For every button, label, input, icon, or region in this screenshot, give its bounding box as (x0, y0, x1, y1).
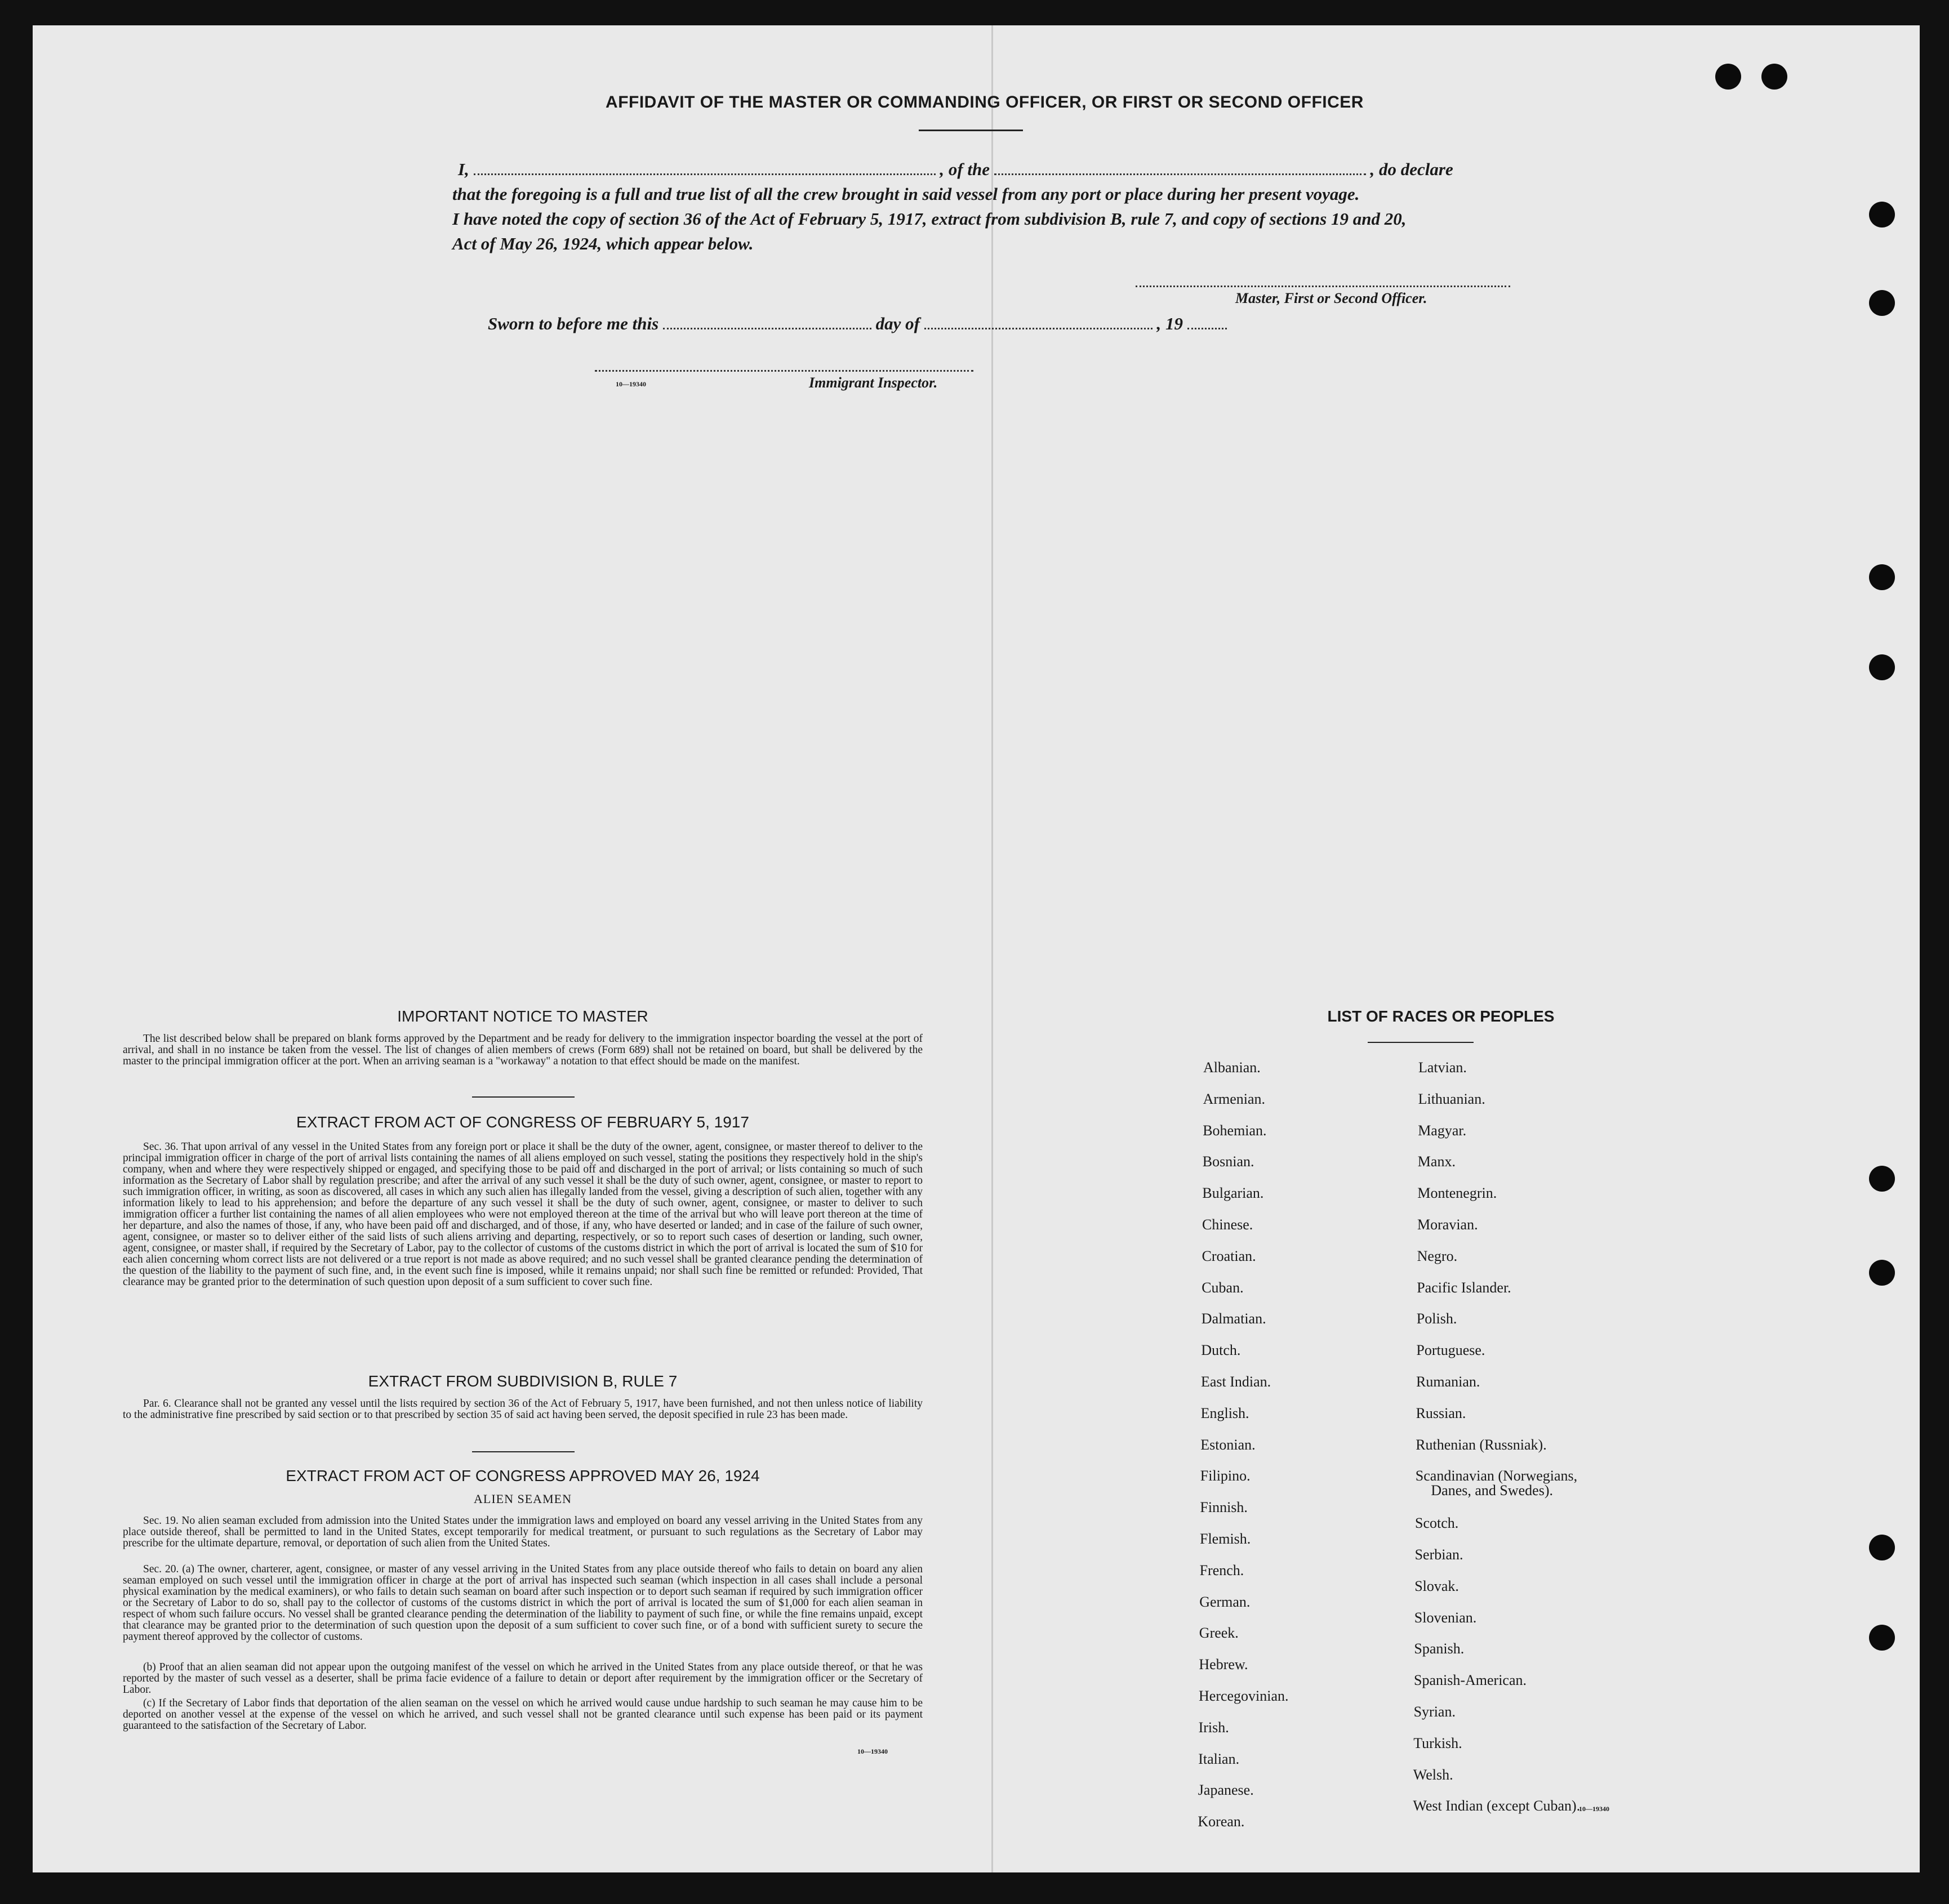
divider-2 (472, 1451, 575, 1452)
race-item: Scotch. (1415, 1515, 1459, 1532)
race-item: Slovenian. (1414, 1609, 1477, 1626)
signature-line (1136, 286, 1510, 287)
rule7-text: Par. 6. Clearance shall not be granted any vessel until the lists required by section 36 of the Act of February 5, 1917, have been furnished, and not then unless notice of liability to the administrative fine prescribed by said section or to that prescribed by section 35 of said act having been served, the deposit specified in rule 23 has been made. (123, 1398, 923, 1421)
affidavit-line-2: that the foregoing is a full and true list of all the crew brought in said vessel from any port or place during her present voyage. (452, 184, 1360, 204)
punch-hole (1869, 290, 1895, 316)
sec20b-text: (b) Proof that an alien seaman did not appear upon the outgoing manifest of the vessel on which he arrived in the United States from any place outside thereof, or that he was reported by the master of such vessel as a deserter, shall be prima facie evidence of a failure to detain or deport after requirement by the immigration officer or the Secretary of Labor. (123, 1661, 923, 1696)
race-item: Italian. (1198, 1750, 1240, 1767)
race-item: Lithuanian. (1418, 1090, 1485, 1107)
race-item: Rumanian. (1416, 1374, 1480, 1390)
sworn-year-blank (1187, 325, 1227, 329)
race-item: East Indian. (1201, 1374, 1271, 1390)
race-item: Spanish. (1414, 1640, 1465, 1657)
race-item: Japanese. (1198, 1782, 1254, 1799)
race-item: Croatian. (1202, 1247, 1256, 1264)
affidavit-i: I, (458, 159, 469, 179)
race-item: Filipino. (1200, 1468, 1251, 1484)
page-fold (991, 25, 993, 1872)
punch-hole (1715, 64, 1741, 90)
race-item: Slovak. (1414, 1577, 1459, 1594)
punch-hole (1869, 1260, 1895, 1286)
race-item: Irish. (1198, 1719, 1229, 1736)
race-item: Flemish. (1200, 1531, 1251, 1547)
race-item: Danes, and Swedes). (1431, 1482, 1553, 1499)
extract-1917-text: Sec. 36. That upon arrival of any vessel in the United States from any foreign port or place it shall be the duty of the owner, agent, consignee, or master thereof to deliver to the principal immigration officer in charge of the port of arrival lists containing the names of all aliens employed on such vessel, stating the positions they respectively hold in the ship's company, when and where they were respectively shipped or engaged, and specifying those to be paid off and discharged in the port of arrival; or lists containing so much of such information as the Secretary of Labor shall by regulation prescribe; and after the arrival of any such vessel it shall be the duty of such owner, agent, consignee, or master to report to such immigration officer, in writing, as soon as discovered, all cases in which any such alien has illegally landed from the vessel, giving a description of such alien, together with any information likely to lead to his apprehension; and before the departure of any such vessel it shall be the duty of such owner, agent, consignee, or master to deliver to such immigration officer a further list containing the names of all alien employees who were not employed thereon at the time of the arrival but who will leave port thereon at the time of her departure, and also the names of those, if any, who have been paid off and discharged, and of those, if any, who have deserted or landed; and in case of the failure of such owner, agent, consignee, or master so to deliver either of the said lists of such aliens arriving and departing, respectively, or so to report such cases of desertion or landing, such owner, agent, consignee, or master shall, if required by the Secretary of Labor, pay to the collector of customs of the customs district in which the port of arrival is located the sum of $10 for each alien concerning whom correct lists are not delivered or a true report is not made as above required; and no such vessel shall be granted clearance pending the determination of the question of the liability to the payment of such fine, and, in the event such fine is imposed, while it remains unpaid; nor shall such fine be remitted or refunded: Provided, That clearance may be granted prior to the determination of such question upon deposit of a sum sufficient to cover such fine. (123, 1141, 923, 1288)
sworn-prefix: Sworn to before me this (488, 314, 659, 333)
sec20a-text: Sec. 20. (a) The owner, charterer, agent, consignee, or master of any vessel arriving in the United States from any place outside thereof who fails to detain on board any alien seaman employed on such vessel until the immigration officer in charge at the port of arrival has inspected such seaman (which inspection in all cases shall include a personal physical examination by the medical examiners), or who fails to detain such seaman on board after such inspection or to deport such seaman if required by such immigration officer or the Secretary of Labor to do so, shall pay to the collector of customs of the customs district in which the port of arrival is located the sum of $1,000 for each alien seaman in respect of whom such failure occurs. No vessel shall be granted clearance pending the determination of the liability to payment of such fine, or while the fine remains unpaid, except that clearance may be granted prior to the determination of such question upon the deposit of a sum sufficient to cover such fine, or of a bond with sufficient surety to secure the payment thereof approved by the collector of customs. (123, 1563, 923, 1643)
extract-1924-title: EXTRACT FROM ACT OF CONGRESS APPROVED MAY 26, 1924 (286, 1467, 760, 1484)
race-item: Chinese. (1202, 1216, 1253, 1233)
race-item: Scandinavian (Norwegians, (1415, 1468, 1578, 1484)
name-blank (474, 171, 936, 175)
race-item: Portuguese. (1416, 1342, 1485, 1359)
sec19-text: Sec. 19. No alien seaman excluded from admission into the United States under the immigration laws and employed on board any vessel arriving in the United States from any place outside thereof, shall be permitted to land in the United States, except temporarily for medical treatment, or pursuant to such regulations as the Secretary of Labor may prescribe for the ultimate departure, removal, or deportation of such alien from the United States. (123, 1515, 923, 1549)
race-item: Korean. (1198, 1813, 1245, 1830)
race-item: Greek. (1199, 1625, 1239, 1642)
race-item: Polish. (1416, 1310, 1457, 1327)
race-item: Estonian. (1200, 1436, 1256, 1453)
affidavit-declare: , do declare (1370, 159, 1453, 179)
inspector-label: Immigrant Inspector. (809, 374, 938, 391)
race-item: Albanian. (1203, 1059, 1261, 1076)
sworn-day-of: day of (875, 314, 920, 333)
race-item: Turkish. (1413, 1734, 1462, 1751)
vessel-blank (994, 171, 1366, 175)
rule7-title: EXTRACT FROM SUBDIVISION B, RULE 7 (368, 1372, 678, 1390)
race-item: West Indian (except Cuban). (1413, 1798, 1581, 1814)
race-item: Cuban. (1202, 1279, 1244, 1296)
race-item: Moravian. (1417, 1216, 1478, 1233)
race-item: Latvian. (1418, 1059, 1467, 1076)
affidavit-line-3: I have noted the copy of section 36 of the Act of February 5, 1917, extract from subdivision B, rule 7, and copy of sections 19 and 20, (452, 209, 1407, 229)
sworn-year: , 19 (1156, 314, 1183, 333)
notice-title: IMPORTANT NOTICE TO MASTER (397, 1007, 648, 1025)
affidavit-of-the: , of the (940, 159, 990, 179)
punch-hole (1869, 1625, 1895, 1651)
extract-1924-subtitle: ALIEN SEAMEN (474, 1492, 572, 1506)
race-item: Russian. (1416, 1404, 1466, 1421)
punch-hole (1869, 654, 1895, 680)
race-item: Bosnian. (1202, 1153, 1254, 1170)
affidavit-line-1 (458, 159, 1453, 180)
race-item: Ruthenian (Russniak). (1416, 1436, 1547, 1453)
race-item: Bohemian. (1203, 1122, 1267, 1139)
inspector-line (595, 370, 973, 372)
punch-hole (1869, 1166, 1895, 1192)
race-item: Hebrew. (1199, 1656, 1248, 1673)
sworn-month-blank (924, 325, 1153, 329)
race-item: Dutch. (1201, 1342, 1241, 1359)
affidavit-title: AFFIDAVIT OF THE MASTER OR COMMANDING OFFICER, OR FIRST OR SECOND OFFICER (606, 93, 1364, 112)
race-item: Welsh. (1413, 1766, 1453, 1783)
race-item: Pacific Islander. (1417, 1279, 1511, 1296)
punch-hole (1761, 64, 1787, 90)
punch-hole (1869, 202, 1895, 228)
races-title: LIST OF RACES OR PEOPLES (1327, 1007, 1555, 1025)
form-number-left: 10—19340 (857, 1747, 888, 1755)
form-number-top: 10—19340 (616, 380, 646, 388)
divider-1 (472, 1096, 575, 1098)
race-item: English. (1200, 1404, 1249, 1421)
race-item: Manx. (1417, 1153, 1456, 1170)
form-number-right: 10—19340 (1579, 1805, 1609, 1813)
race-item: Bulgarian. (1202, 1185, 1264, 1202)
notice-text: The list described below shall be prepared on blank forms approved by the Department and be ready for delivery to the immigration inspector boarding the vessel at the port of arrival, and shall in no instance be taken from the vessel. The list of changes of alien members of crews (Form 689) shall not be retained on board, but shall be delivered by the master to the principal immigration officer at the port. When an arriving seaman is a "workaway" a notation to that effect should be made on the manifest. (123, 1033, 923, 1067)
race-item: Magyar. (1418, 1122, 1467, 1139)
race-item: German. (1199, 1593, 1251, 1610)
affidavit-line-4: Act of May 26, 1924, which appear below. (452, 234, 754, 253)
document-sheet (33, 25, 1920, 1872)
race-item: Hercegovinian. (1199, 1688, 1289, 1704)
signature-label: Master, First or Second Officer. (1235, 290, 1427, 306)
race-item: Finnish. (1200, 1499, 1248, 1516)
race-item: Armenian. (1203, 1090, 1266, 1107)
race-item: Montenegrin. (1417, 1185, 1497, 1202)
race-item: French. (1199, 1562, 1244, 1579)
sworn-day-blank (663, 325, 871, 329)
title-rule (919, 130, 1023, 131)
extract-1917-title: EXTRACT FROM ACT OF CONGRESS OF FEBRUARY 5, 1917 (296, 1113, 749, 1131)
sec20c-text: (c) If the Secretary of Labor finds that deportation of the alien seaman on the vessel on which he arrived would cause undue hardship to such seaman he may cause him to be deported on another vessel at the expense of the vessel on which he arrived, and such vessel shall not be granted clearance until such expense has been paid or its payment guaranteed to the satisfaction of the Secretary of Labor. (123, 1697, 923, 1732)
race-item: Dalmatian. (1201, 1310, 1266, 1327)
race-item: Serbian. (1414, 1546, 1463, 1563)
race-item: Syrian. (1413, 1703, 1456, 1720)
punch-hole (1869, 564, 1895, 590)
race-item: Negro. (1417, 1247, 1458, 1264)
punch-hole (1869, 1535, 1895, 1560)
sworn-line (488, 314, 1227, 334)
races-rule (1368, 1042, 1474, 1043)
race-item: Spanish-American. (1414, 1672, 1527, 1689)
